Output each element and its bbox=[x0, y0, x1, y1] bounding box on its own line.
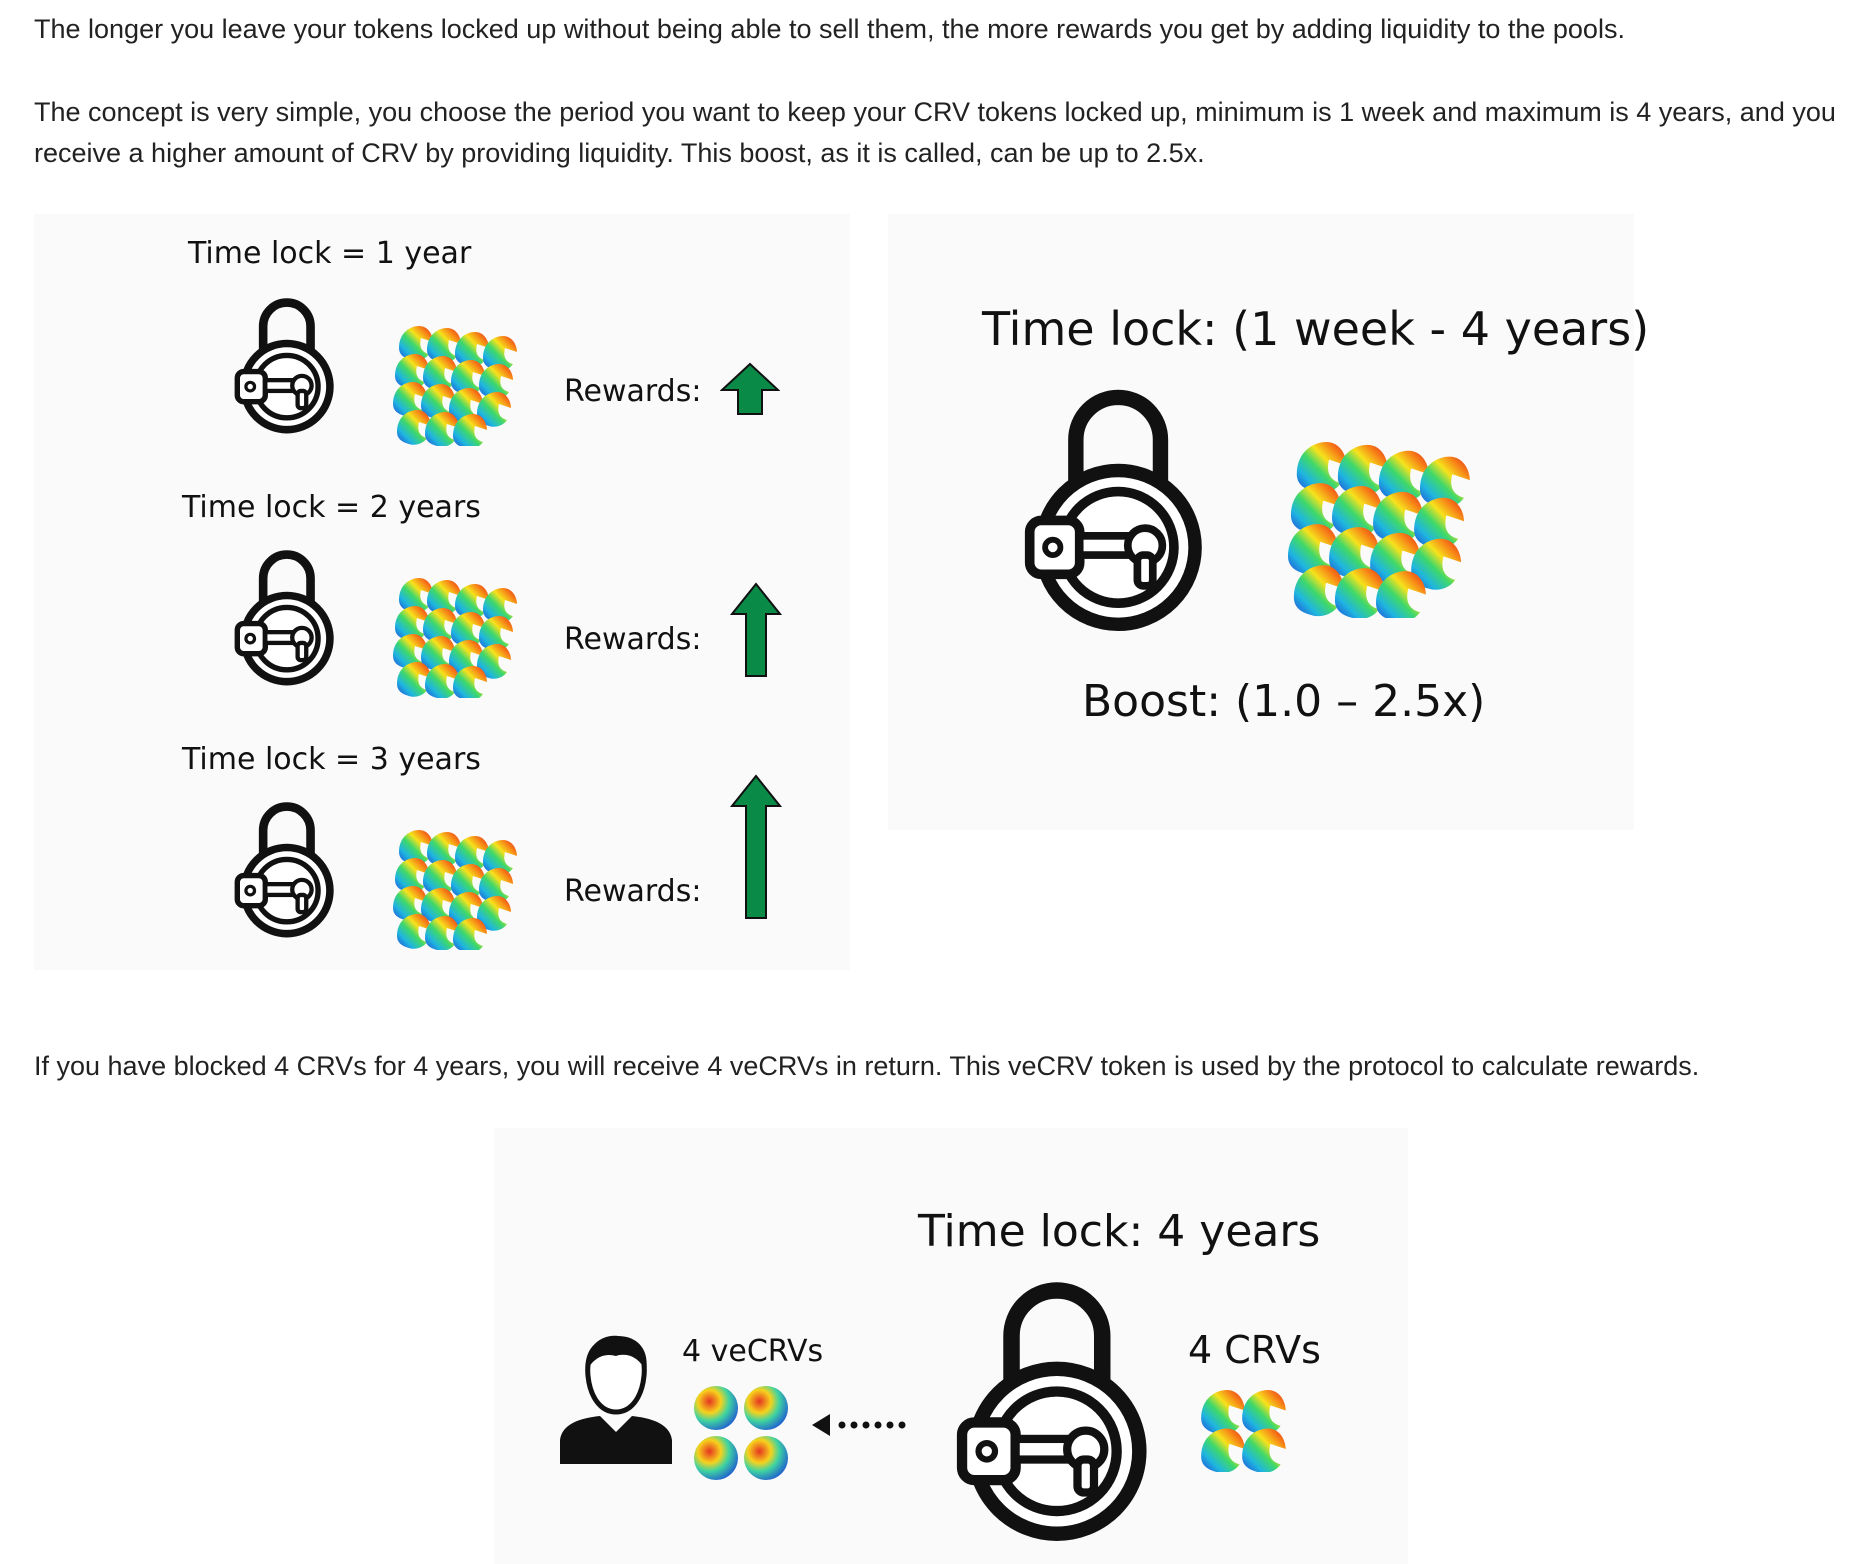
lock-key-icon bbox=[996, 382, 1248, 632]
rewards-label: Rewards: bbox=[564, 874, 702, 909]
vecrv-tokens-icon bbox=[690, 1382, 794, 1486]
crv-tokens-icon bbox=[1268, 442, 1484, 618]
lock-key-icon bbox=[184, 294, 394, 434]
figure3-title: Time lock: 4 years bbox=[918, 1206, 1321, 1257]
timelock-boost-figure bbox=[888, 214, 1650, 830]
rewards-label: Rewards: bbox=[564, 374, 702, 409]
crv-tokens-icon bbox=[378, 578, 528, 698]
timelock-2-years-label: Time lock = 2 years bbox=[182, 490, 481, 525]
figure2-title: Time lock: (1 week - 4 years) bbox=[982, 302, 1650, 356]
vecrv-figure bbox=[494, 1128, 1408, 1564]
dotted-arrow-left-icon bbox=[810, 1412, 914, 1438]
timelock-1-year-label: Time lock = 1 year bbox=[188, 236, 472, 271]
rewards-medium-arrow-icon bbox=[730, 582, 782, 678]
crv-tokens-icon bbox=[1200, 1390, 1292, 1472]
intro-paragraph: The longer you leave your tokens locked up without being able to sell them, the more rewards you get by adding liquidity to the pools. bbox=[34, 14, 1625, 44]
lock-key-icon bbox=[184, 546, 394, 686]
timelock-3-years-label: Time lock = 3 years bbox=[182, 742, 481, 777]
crv-label: 4 CRVs bbox=[1188, 1328, 1321, 1372]
rewards-label: Rewards: bbox=[564, 622, 702, 657]
user-avatar-icon bbox=[558, 1332, 674, 1464]
rewards-small-arrow-icon bbox=[720, 362, 780, 416]
vecrv-paragraph: If you have blocked 4 CRVs for 4 years, you will receive 4 veCRVs in return. This veCRV token is used by the protocol to calculate rewards. bbox=[34, 1051, 1700, 1081]
boost-label: Boost: (1.0 – 2.5x) bbox=[1082, 676, 1486, 727]
crv-tokens-icon bbox=[378, 830, 528, 950]
lock-key-icon bbox=[936, 1274, 1186, 1542]
vecrv-label: 4 veCRVs bbox=[682, 1334, 824, 1369]
rewards-large-arrow-icon bbox=[730, 774, 782, 920]
timelock-rewards-figure bbox=[34, 214, 850, 970]
lock-key-icon bbox=[184, 798, 394, 938]
concept-paragraph: The concept is very simple, you choose the period you want to keep your CRV tokens locked up, minimum is 1 week and maximum is 4 years, and you receive a higher amount of CRV by providing liquidity. This boost, as it is called, can be up to 2.5x. bbox=[34, 97, 1836, 168]
crv-tokens-icon bbox=[378, 326, 528, 446]
